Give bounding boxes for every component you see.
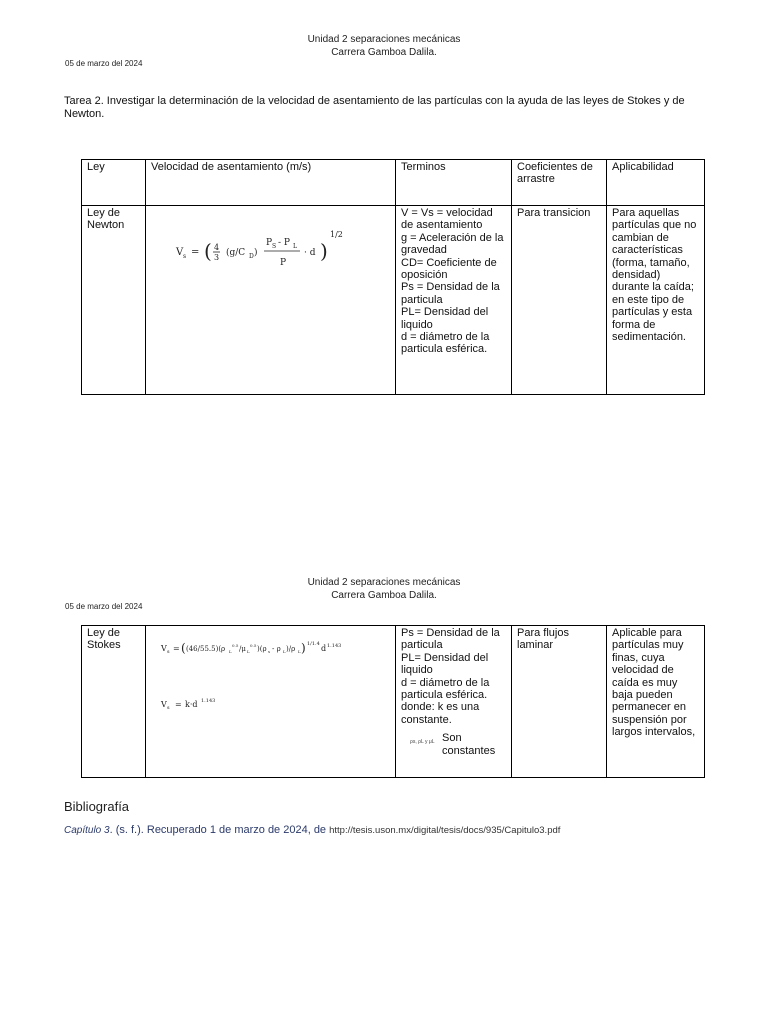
header-author: Carrera Gamboa Dalila. [331, 47, 437, 58]
constants-note [401, 732, 506, 757]
svg-text:3: 3 [214, 253, 220, 262]
bibliography-entry [64, 824, 560, 836]
svg-text:- ρ: - ρ [272, 645, 281, 653]
svg-text:s: s [268, 649, 271, 654]
header-ley: Ley [82, 160, 146, 206]
bibliography-title: Bibliografía [64, 799, 130, 814]
constants-label: Son constantes [442, 732, 496, 757]
svg-text:(: ( [181, 641, 186, 655]
termino-item: PL= Densidad del liquido [401, 306, 489, 331]
svg-text:D: D [249, 253, 254, 260]
svg-text:4: 4 [214, 243, 220, 252]
stokes-aplicabilidad: Aplicable para partículas muy finas, cuya velocidad de caída es muy baja pueden permanecer en suspensión por largos intervalos, [607, 626, 705, 778]
svg-text:1.143: 1.143 [201, 698, 216, 704]
svg-text:1.143: 1.143 [327, 643, 342, 649]
termino-item: d = diámetro de la particula esférica. [401, 676, 490, 702]
stokes-formula-image [159, 641, 369, 731]
svg-text:L: L [229, 649, 232, 654]
stokes-table [81, 625, 705, 778]
header-coeficientes: Coeficientes de arrastre [512, 160, 607, 206]
svg-text:d: d [321, 644, 327, 653]
header-unit-title: Unidad 2 separaciones mecánicas [307, 577, 461, 588]
svg-text:=: = [191, 247, 200, 258]
header-velocidad: Velocidad de asentamiento (m/s) [146, 160, 396, 206]
svg-text:L: L [247, 649, 250, 654]
svg-text:P: P [266, 238, 273, 248]
svg-text:(g/C: (g/C [226, 248, 246, 258]
svg-text:s: s [167, 705, 170, 711]
newton-aplicabilidad: Para aquellas partículas que no cambian de características (forma, tamaño, densidad) durante la caída; en este tipo de partículas y esta forma de sedimentación. [607, 206, 705, 395]
stokes-coeficientes: Para flujos laminar [512, 626, 607, 778]
svg-text:=: = [175, 700, 182, 709]
svg-text:s: s [183, 253, 187, 260]
svg-text:L: L [298, 649, 301, 654]
page2-header [0, 576, 768, 602]
svg-text:L: L [293, 243, 297, 250]
svg-text:- P: - P [278, 238, 290, 248]
svg-text:V: V [176, 247, 184, 258]
svg-text:(: ( [204, 239, 212, 263]
newton-terminos [396, 206, 512, 395]
svg-text:· d: · d [304, 248, 316, 258]
svg-text:s: s [167, 649, 170, 655]
svg-text:1/1.4: 1/1.4 [307, 641, 320, 647]
svg-text:P: P [280, 258, 287, 268]
table-row-stokes [82, 626, 705, 778]
constants-symbols: ρs, ρL y μL [410, 739, 435, 746]
svg-text:)/ρ: )/ρ [286, 645, 296, 653]
termino-item: PL= Densidad del liquido [401, 651, 489, 677]
svg-text:/μ: /μ [239, 645, 246, 653]
page1-date: 05 de marzo del 2024 [65, 59, 143, 68]
svg-text:(46/55.5)(ρ: (46/55.5)(ρ [186, 645, 226, 653]
header-author: Carrera Gamboa Dalila. [331, 590, 437, 601]
bibliography-work: Capítulo 3 [64, 825, 110, 836]
svg-text:V: V [161, 644, 167, 653]
svg-text:V: V [161, 700, 167, 709]
stokes-formula-cell [146, 626, 396, 778]
table-header-row [82, 160, 705, 206]
newton-formula-image [174, 227, 354, 277]
termino-item: CD= Coeficiente de oposición [401, 256, 497, 282]
svg-text:1/2: 1/2 [330, 230, 343, 239]
termino-item: Ps = Densidad de la particula [401, 627, 500, 652]
svg-text:S: S [272, 243, 277, 250]
newton-formula-cell [146, 206, 396, 395]
termino-item: donde: k es una constante. [401, 701, 480, 726]
svg-text:0.5: 0.5 [232, 643, 239, 648]
ley-stokes: Ley de Stokes [82, 626, 146, 778]
newton-coeficientes: Para transicion [512, 206, 607, 395]
svg-text:): ) [320, 239, 328, 263]
stokes-terminos [396, 626, 512, 778]
svg-text:): ) [254, 248, 258, 258]
task-statement: Tarea 2. Investigar la determinación de la velocidad de asentamiento de las partículas con la ayuda de las leyes de Stokes y de Newton. [64, 95, 685, 120]
page1-header [0, 33, 768, 59]
header-terminos: Terminos [396, 160, 512, 206]
bibliography-details: . (s. f.). Recuperado 1 de marzo de 2024, de [109, 824, 330, 836]
header-aplicabilidad: Aplicabilidad [607, 160, 705, 206]
svg-text:L: L [283, 649, 286, 654]
ley-newton: Ley de Newton [82, 206, 146, 395]
svg-text:)(ρ: )(ρ [257, 645, 267, 653]
termino-item: g = Aceleración de la gravedad [401, 231, 504, 257]
svg-text:k·d: k·d [185, 700, 198, 709]
svg-text:=: = [173, 644, 180, 653]
termino-item: d = diámetro de la particula esférica. [401, 331, 490, 356]
termino-item: V = Vs = velocidad de asentamiento [401, 207, 493, 232]
termino-item: Ps = Densidad de la particula [401, 281, 500, 306]
header-unit-title: Unidad 2 separaciones mecánicas [307, 34, 461, 45]
bibliography-url[interactable]: http://tesis.uson.mx/digital/tesis/docs/935/Capitulo3.pdf [329, 825, 561, 836]
svg-text:): ) [301, 641, 306, 655]
table-row-newton [82, 206, 705, 395]
svg-text:0.5: 0.5 [250, 643, 257, 648]
newton-table [81, 159, 705, 395]
page2-date: 05 de marzo del 2024 [65, 602, 143, 611]
